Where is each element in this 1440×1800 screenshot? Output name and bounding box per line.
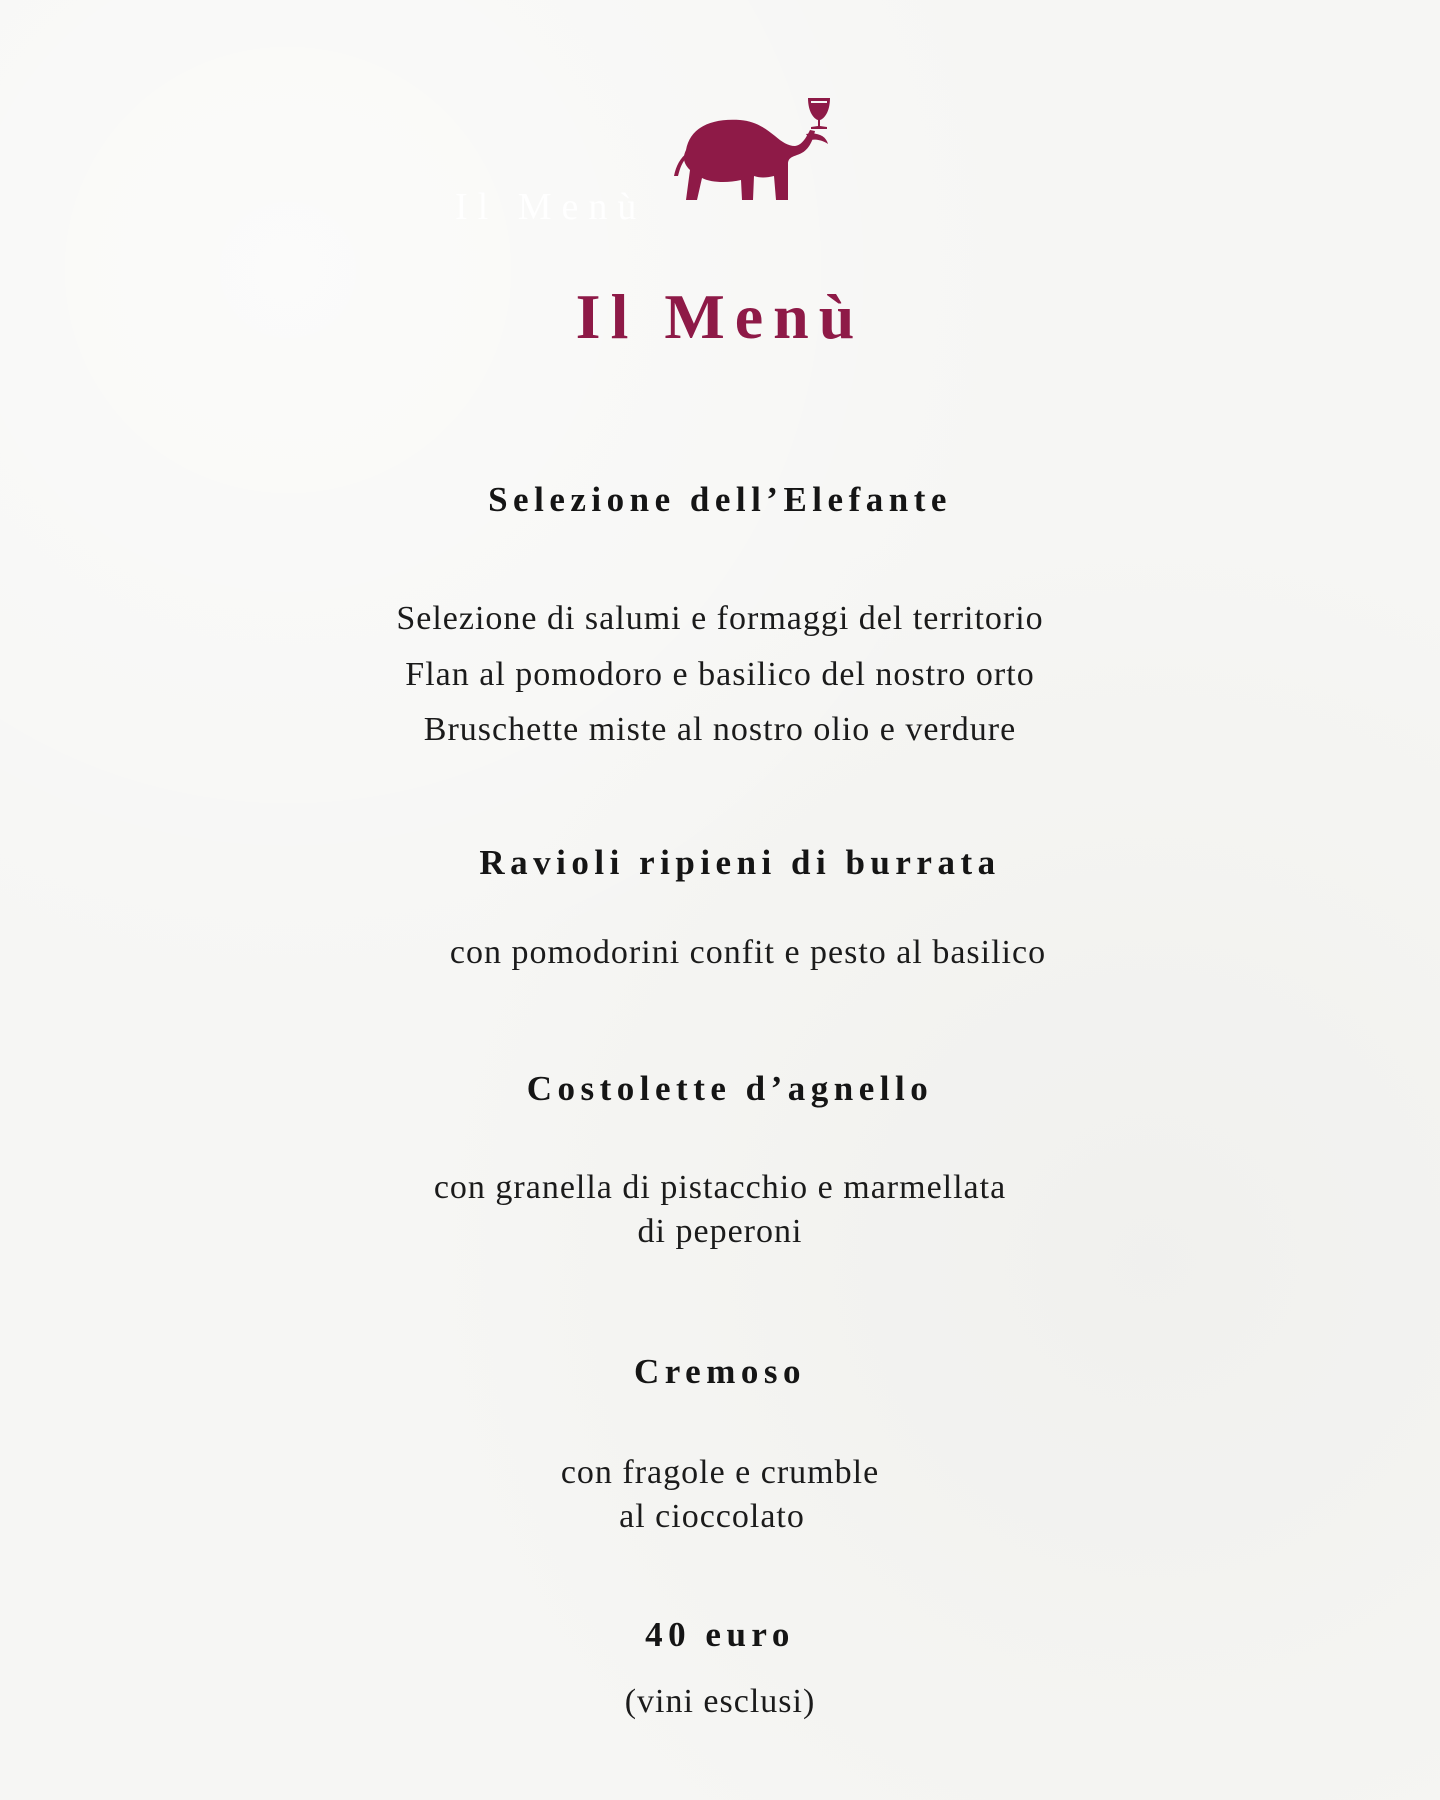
section-heading: Costolette d’agnello — [526, 1069, 934, 1108]
elephant-logo-icon — [670, 88, 835, 213]
menu-title: Il Menù — [575, 281, 865, 352]
menu-line: al cioccolato — [619, 1498, 805, 1535]
menu-line: con pomodorini confit e pesto al basilico — [449, 934, 1047, 971]
menu-line: Flan al pomodoro e basilico del nostro orto — [405, 656, 1035, 693]
menu-line: con fragole e crumble — [560, 1454, 880, 1491]
price-note: (vini esclusi) — [624, 1683, 816, 1720]
section-heading: Selezione dell’Elefante — [488, 480, 952, 519]
menu-line: Bruschette miste al nostro olio e verdure — [423, 711, 1017, 748]
ghost-title: Il Menù — [455, 186, 647, 228]
menu-line: Selezione di salumi e formaggi del territorio — [396, 600, 1044, 637]
section-heading: Ravioli ripieni di burrata — [479, 843, 1001, 882]
section-heading: Cremoso — [634, 1352, 806, 1391]
menu-line: con granella di pistacchio e marmellata — [433, 1169, 1007, 1206]
price-label: 40 euro — [645, 1615, 795, 1654]
menu-line: di peperoni — [637, 1213, 803, 1250]
